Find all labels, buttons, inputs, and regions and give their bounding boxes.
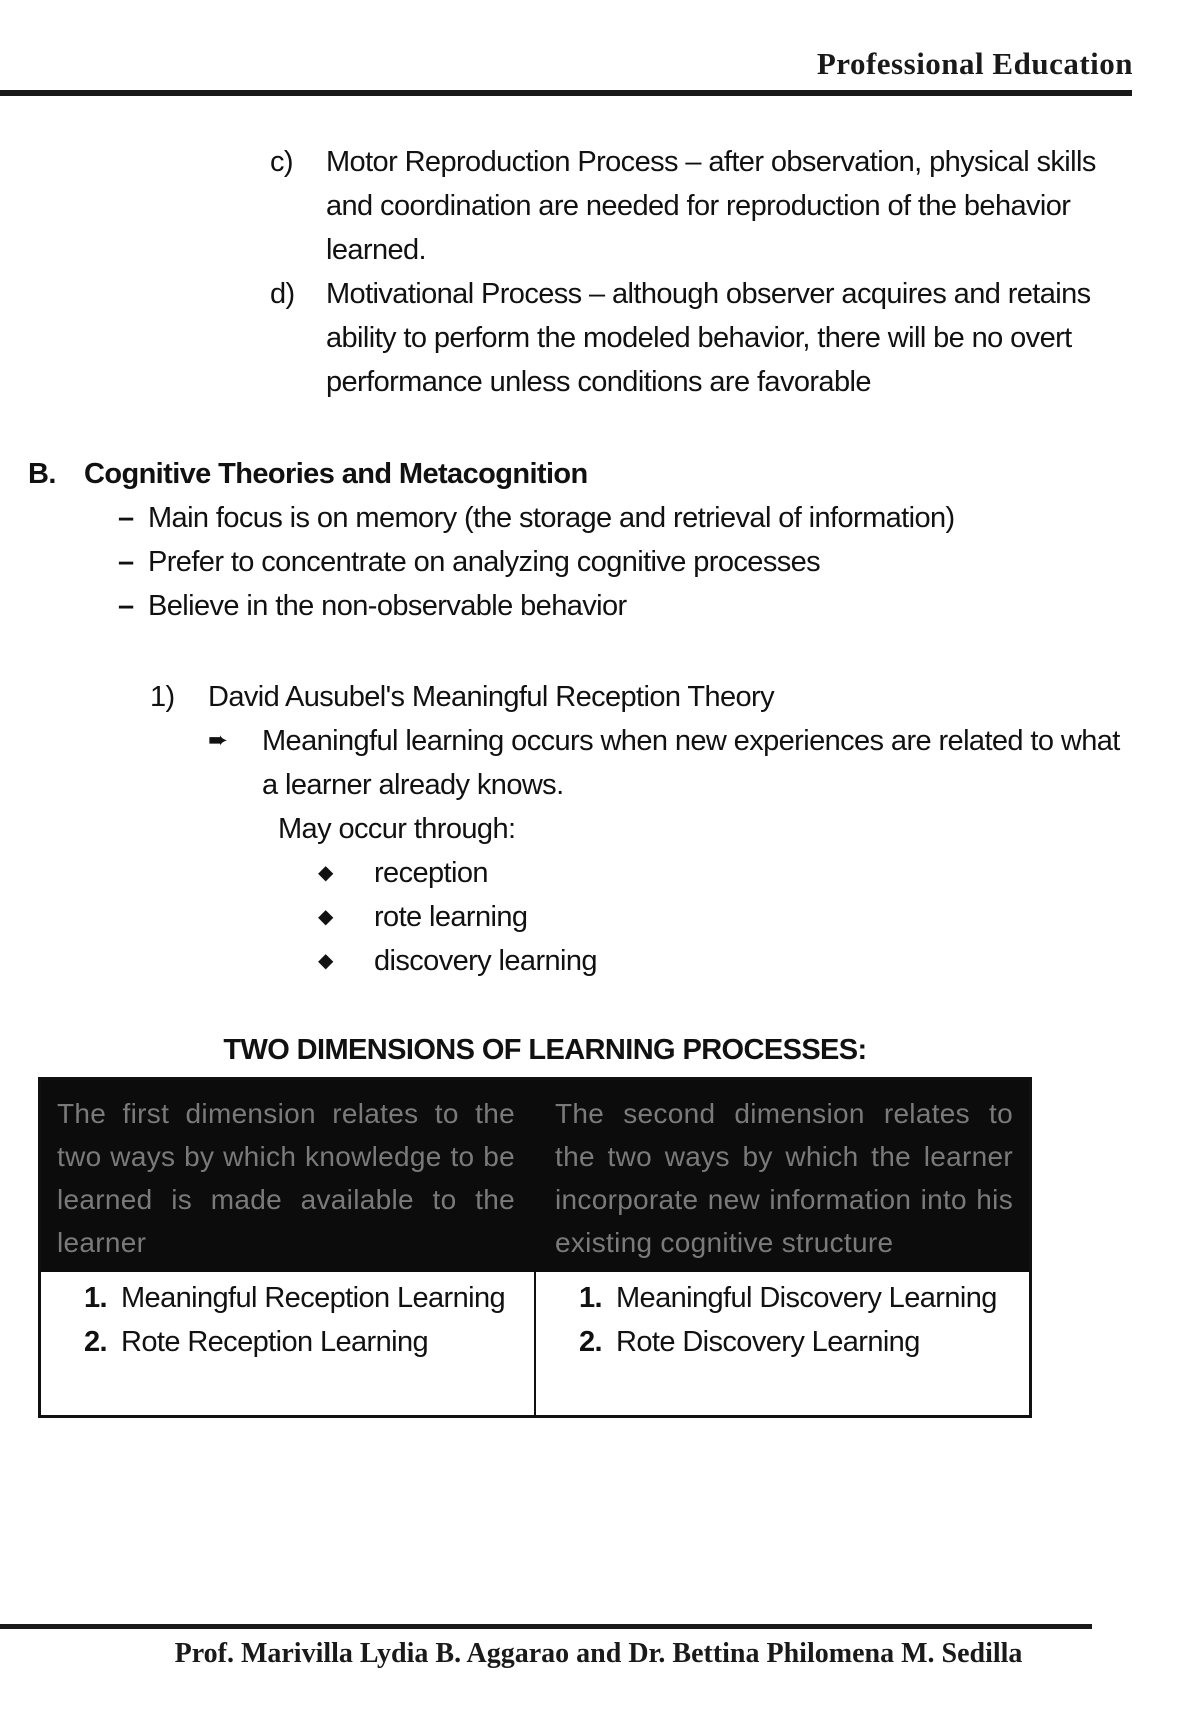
dash-icon: – — [118, 546, 134, 578]
occur-label: May occur through: — [278, 813, 516, 845]
list-item-text: Rote Discovery Learning — [616, 1326, 920, 1358]
footer-rule — [0, 1624, 1092, 1629]
diamond-bullet-icon: ◆ — [318, 906, 333, 928]
list-item — [57, 1320, 518, 1364]
list-number: 1. — [579, 1282, 602, 1314]
theory-heading — [150, 675, 1120, 719]
table-header-cell-second-dimension: The second dimension relates to the two ways by which the learner incorporate new information into his existing cognitive structure — [555, 1098, 1013, 1258]
table-row — [41, 1272, 1029, 1415]
list-item-text: rote learning — [374, 901, 528, 933]
dash-bullet-list — [28, 496, 1128, 628]
list-item — [270, 272, 1120, 404]
list-item-text: Motor Reproduction Process – after observation, physical skills and coordination are needed for reproduction of the behavior learned. — [326, 146, 1096, 266]
list-item — [318, 895, 1120, 939]
list-item-text: Rote Reception Learning — [121, 1326, 429, 1358]
table-header-cell-first-dimension: The first dimension relates to the two ways by which knowledge to be learned is made available to the learner — [57, 1098, 515, 1258]
dash-icon: – — [118, 502, 134, 534]
list-number: 2. — [84, 1326, 107, 1358]
dash-icon: – — [118, 590, 134, 622]
list-item — [118, 496, 1128, 540]
list-item-text: Believe in the non-observable behavior — [148, 590, 627, 622]
theory-point-text: Meaningful learning occurs when new experiences are related to what a learner already knows. — [262, 725, 1120, 801]
numbered-list — [57, 1276, 518, 1364]
list-item — [552, 1276, 1013, 1320]
section-heading — [28, 452, 1128, 496]
section-cognitive-theories — [28, 452, 1128, 628]
theory-point — [208, 719, 1120, 807]
list-item — [118, 540, 1128, 584]
process-sub-list — [270, 140, 1120, 404]
list-item-text: Meaningful Discovery Learning — [616, 1282, 997, 1314]
table-title: TWO DIMENSIONS OF LEARNING PROCESSES: — [223, 1034, 867, 1066]
diamond-bullet-icon: ◆ — [318, 862, 333, 884]
section-letter: B. — [28, 458, 56, 490]
list-marker: c) — [270, 146, 293, 178]
list-item-text: Main focus is on memory (the storage and retrieval of information) — [148, 502, 955, 534]
list-item-text: Motivational Process – although observer acquires and retains ability to perform the modeled behavior, there will be no overt performance unless conditions are favorable — [326, 278, 1091, 398]
diamond-bullet-icon: ◆ — [318, 950, 333, 972]
list-marker: d) — [270, 278, 295, 310]
section-title: Cognitive Theories and Metacognition — [84, 458, 588, 490]
list-item-text: discovery learning — [374, 945, 597, 977]
numbered-list — [552, 1276, 1013, 1364]
list-item-text: reception — [374, 857, 488, 889]
ausubel-theory-block — [150, 675, 1120, 983]
list-item — [552, 1320, 1013, 1364]
table-header-row — [41, 1080, 1029, 1272]
table-cell-reception — [41, 1272, 534, 1415]
list-item — [318, 939, 1120, 983]
theory-number: 1) — [150, 681, 175, 713]
list-item — [118, 584, 1128, 628]
method-list — [150, 851, 1120, 983]
list-item-text: Prefer to concentrate on analyzing cognitive processes — [148, 546, 821, 578]
theory-title: David Ausubel's Meaningful Reception Theory — [208, 681, 774, 713]
list-number: 2. — [579, 1326, 602, 1358]
dimensions-table — [38, 1077, 1032, 1418]
list-item-text: Meaningful Reception Learning — [121, 1282, 506, 1314]
footer-authors: Prof. Marivilla Lydia B. Aggarao and Dr. Bettina Philomena M. Sedilla — [174, 1638, 1023, 1669]
list-number: 1. — [84, 1282, 107, 1314]
arrow-bullet-icon: ➨ — [208, 727, 228, 754]
list-item — [270, 140, 1120, 272]
list-item — [57, 1276, 518, 1320]
page-header-title: Professional Education — [816, 46, 1133, 81]
list-item — [318, 851, 1120, 895]
table-cell-discovery — [534, 1272, 1029, 1415]
header-rule — [0, 90, 1132, 96]
